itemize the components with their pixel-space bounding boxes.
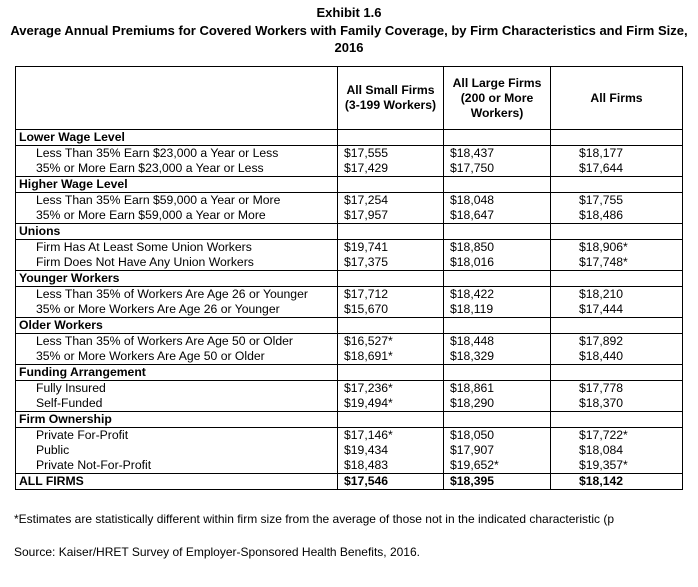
row-label: 35% or More Earn $23,000 a Year or Less [16, 161, 338, 177]
row-label: 35% or More Workers Are Age 50 or Older [16, 349, 338, 365]
section-heading-row [16, 318, 683, 334]
section-heading-blank [338, 177, 444, 193]
all-firms-value: $18,440 [551, 349, 683, 365]
footnote: *Estimates are statistically different within firm size from the average of those not in the indicated characteristic (p [14, 512, 615, 526]
large-firms-value: $18,016 [444, 255, 551, 271]
row-label: Private Not-For-Profit [16, 458, 338, 474]
header-large-firms: All Large Firms (200 or More Workers) [444, 67, 551, 130]
all-firms-value: $17,722* [551, 428, 683, 444]
all-firms-value: $17,755 [551, 193, 683, 209]
large-firms-value: $18,329 [444, 349, 551, 365]
section-heading-blank [551, 271, 683, 287]
section-heading: Funding Arrangement [16, 365, 338, 381]
section-heading-row [16, 224, 683, 240]
small-firms-value: $19,741 [338, 240, 444, 256]
table-row [16, 428, 683, 444]
section-heading-row [16, 130, 683, 146]
large-firms-value: $18,850 [444, 240, 551, 256]
small-firms-value: $16,527* [338, 334, 444, 350]
header-characteristic [16, 67, 338, 130]
table-row [16, 287, 683, 303]
total-small-firms-value: $17,546 [338, 474, 444, 490]
small-firms-value: $17,236* [338, 381, 444, 397]
section-heading: Unions [16, 224, 338, 240]
section-heading-blank [444, 224, 551, 240]
section-heading: Firm Ownership [16, 412, 338, 428]
row-label: Private For-Profit [16, 428, 338, 444]
table-body [16, 130, 683, 490]
row-label: Self-Funded [16, 396, 338, 412]
large-firms-value: $18,448 [444, 334, 551, 350]
table-header-row [16, 67, 683, 130]
all-firms-value: $17,748* [551, 255, 683, 271]
section-heading-blank [444, 318, 551, 334]
row-label: Firm Does Not Have Any Union Workers [16, 255, 338, 271]
table-row [16, 396, 683, 412]
section-heading-row [16, 177, 683, 193]
table-row [16, 240, 683, 256]
section-heading-blank [551, 412, 683, 428]
section-heading-blank [338, 365, 444, 381]
large-firms-value: $17,750 [444, 161, 551, 177]
table-row [16, 381, 683, 397]
row-label: Firm Has At Least Some Union Workers [16, 240, 338, 256]
all-firms-value: $17,644 [551, 161, 683, 177]
header-small-firms: All Small Firms (3-199 Workers) [338, 67, 444, 130]
header-all-firms: All Firms [551, 67, 683, 130]
section-heading: Younger Workers [16, 271, 338, 287]
source-note: Source: Kaiser/HRET Survey of Employer-Sponsored Health Benefits, 2016. [14, 545, 420, 559]
section-heading: Older Workers [16, 318, 338, 334]
section-heading-blank [551, 224, 683, 240]
section-heading-blank [444, 130, 551, 146]
row-label: Public [16, 443, 338, 458]
table-row [16, 458, 683, 474]
all-firms-value: $18,177 [551, 146, 683, 162]
row-label: Less Than 35% of Workers Are Age 26 or Younger [16, 287, 338, 303]
section-heading-row [16, 365, 683, 381]
small-firms-value: $19,434 [338, 443, 444, 458]
table-row [16, 255, 683, 271]
section-heading-row [16, 412, 683, 428]
row-label: 35% or More Earn $59,000 a Year or More [16, 208, 338, 224]
section-heading-blank [338, 224, 444, 240]
total-all-firms-value: $18,142 [551, 474, 683, 490]
large-firms-value: $18,861 [444, 381, 551, 397]
large-firms-value: $18,647 [444, 208, 551, 224]
section-heading-blank [338, 318, 444, 334]
small-firms-value: $17,375 [338, 255, 444, 271]
total-large-firms-value: $18,395 [444, 474, 551, 490]
premiums-table [15, 66, 683, 490]
section-heading-blank [338, 412, 444, 428]
all-firms-value: $18,370 [551, 396, 683, 412]
table-row [16, 193, 683, 209]
small-firms-value: $17,429 [338, 161, 444, 177]
section-heading-blank [444, 177, 551, 193]
total-label: ALL FIRMS [16, 474, 338, 490]
row-label: Less Than 35% Earn $59,000 a Year or More [16, 193, 338, 209]
table-row [16, 146, 683, 162]
section-heading-blank [551, 130, 683, 146]
small-firms-value: $18,691* [338, 349, 444, 365]
row-label: 35% or More Workers Are Age 26 or Younger [16, 302, 338, 318]
all-firms-value: $18,906* [551, 240, 683, 256]
section-heading: Lower Wage Level [16, 130, 338, 146]
table-row [16, 161, 683, 177]
all-firms-value: $18,210 [551, 287, 683, 303]
section-heading-blank [444, 365, 551, 381]
all-firms-value: $17,892 [551, 334, 683, 350]
large-firms-value: $18,048 [444, 193, 551, 209]
large-firms-value: $18,119 [444, 302, 551, 318]
section-heading-blank [551, 318, 683, 334]
table-row [16, 349, 683, 365]
section-heading-blank [338, 130, 444, 146]
section-heading-blank [551, 177, 683, 193]
small-firms-value: $15,670 [338, 302, 444, 318]
exhibit-title: Average Annual Premiums for Covered Workers with Family Coverage, by Firm Characteristics and Firm Size, 2016 [10, 23, 688, 55]
exhibit-label: Exhibit 1.6 [316, 5, 382, 20]
all-firms-value: $19,357* [551, 458, 683, 474]
small-firms-value: $17,254 [338, 193, 444, 209]
large-firms-value: $18,050 [444, 428, 551, 444]
all-firms-value: $18,486 [551, 208, 683, 224]
row-label: Less Than 35% Earn $23,000 a Year or Less [16, 146, 338, 162]
row-label: Fully Insured [16, 381, 338, 397]
table-row [16, 208, 683, 224]
large-firms-value: $17,907 [444, 443, 551, 458]
row-label: Less Than 35% of Workers Are Age 50 or Older [16, 334, 338, 350]
section-heading-blank [551, 365, 683, 381]
large-firms-value: $19,652* [444, 458, 551, 474]
section-heading-blank [444, 271, 551, 287]
small-firms-value: $17,957 [338, 208, 444, 224]
small-firms-value: $18,483 [338, 458, 444, 474]
large-firms-value: $18,290 [444, 396, 551, 412]
section-heading-blank [338, 271, 444, 287]
section-heading: Higher Wage Level [16, 177, 338, 193]
small-firms-value: $17,555 [338, 146, 444, 162]
small-firms-value: $17,146* [338, 428, 444, 444]
small-firms-value: $19,494* [338, 396, 444, 412]
large-firms-value: $18,437 [444, 146, 551, 162]
all-firms-value: $17,444 [551, 302, 683, 318]
large-firms-value: $18,422 [444, 287, 551, 303]
total-row [16, 474, 683, 490]
all-firms-value: $17,778 [551, 381, 683, 397]
section-heading-blank [444, 412, 551, 428]
all-firms-value: $18,084 [551, 443, 683, 458]
section-heading-row [16, 271, 683, 287]
small-firms-value: $17,712 [338, 287, 444, 303]
table-row [16, 334, 683, 350]
table-row [16, 302, 683, 318]
table-row [16, 443, 683, 458]
